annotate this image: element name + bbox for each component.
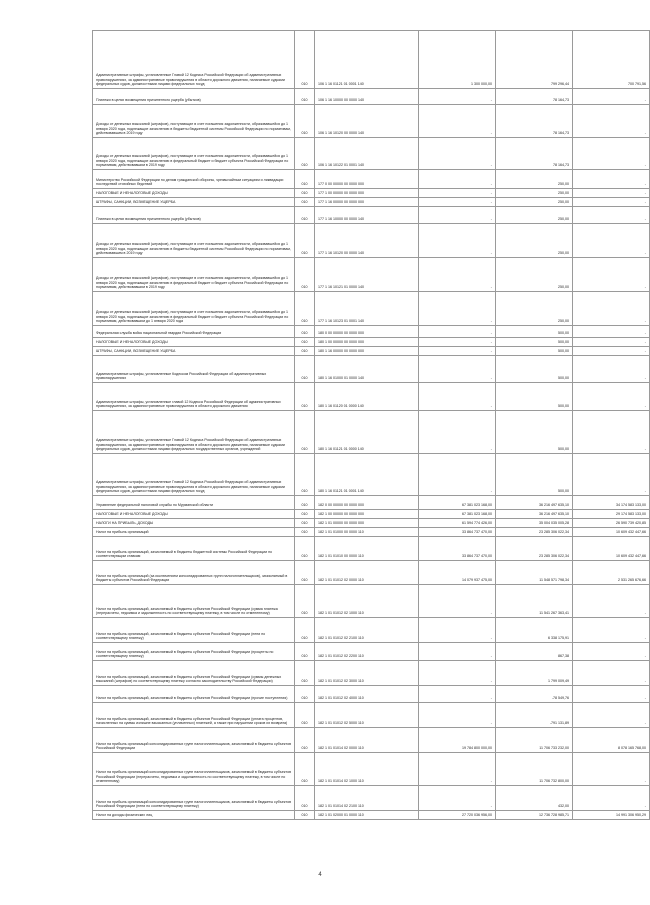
table-row bbox=[93, 496, 650, 510]
row-executed: 250,00 bbox=[496, 170, 573, 189]
row-executed: 500,00 bbox=[496, 326, 573, 338]
row-remaining: - bbox=[573, 585, 650, 618]
row-code: 010 bbox=[295, 170, 315, 189]
row-executed: 78 164,73 bbox=[496, 138, 573, 170]
table-row bbox=[93, 258, 650, 292]
table-row bbox=[93, 753, 650, 786]
row-executed: 250,00 bbox=[496, 198, 573, 207]
row-remaining: - bbox=[573, 454, 650, 496]
row-approved: 33 864 737 470,00 bbox=[419, 528, 496, 537]
row-kbk: 106 1 16 01121 01 0001 140 bbox=[315, 31, 419, 89]
row-kbk: 182 0 00 00000 00 0000 000 bbox=[315, 496, 419, 510]
row-approved: - bbox=[419, 326, 496, 338]
row-remaining: - bbox=[573, 786, 650, 811]
row-kbk: 177 1 16 10000 00 0000 140 bbox=[315, 207, 419, 224]
row-kbk: 177 1 16 10123 01 0001 140 bbox=[315, 292, 419, 326]
row-executed: 500,00 bbox=[496, 347, 573, 356]
row-remaining: - bbox=[573, 643, 650, 661]
table-row bbox=[93, 561, 650, 585]
table-row bbox=[93, 292, 650, 326]
table-row bbox=[93, 411, 650, 454]
row-kbk: 182 1 01 01000 00 0000 110 bbox=[315, 528, 419, 537]
row-remaining: - bbox=[573, 138, 650, 170]
row-code: 010 bbox=[295, 728, 315, 753]
table-row bbox=[93, 811, 650, 820]
row-executed: 500,00 bbox=[496, 454, 573, 496]
table-row bbox=[93, 170, 650, 189]
row-kbk: 106 1 16 10000 00 0000 140 bbox=[315, 89, 419, 105]
table-row bbox=[93, 207, 650, 224]
row-approved: - bbox=[419, 786, 496, 811]
row-kbk: 182 1 01 01012 02 2200 110 bbox=[315, 643, 419, 661]
table-row bbox=[93, 105, 650, 138]
row-executed: 1 799 009,49 bbox=[496, 661, 573, 686]
row-kbk: 106 1 16 10122 01 0001 140 bbox=[315, 138, 419, 170]
row-code: 010 bbox=[295, 338, 315, 347]
row-approved: 19 784 800 000,00 bbox=[419, 728, 496, 753]
table-row bbox=[93, 528, 650, 537]
row-name: Налог на прибыль организаций, зачисляемый в бюджеты субъектов Российской Федерации (суммы денежных взысканий (штрафов) по соответствующему платежу согласно законодательству Российской Федерации) bbox=[93, 661, 295, 686]
row-remaining: 700 791,56 bbox=[573, 31, 650, 89]
row-code: 010 bbox=[295, 411, 315, 454]
row-name: Управление федеральной налоговой службы по Мурманской области bbox=[93, 496, 295, 510]
table-row bbox=[93, 510, 650, 519]
row-code: 010 bbox=[295, 224, 315, 258]
row-code: 010 bbox=[295, 510, 315, 519]
row-kbk: 182 1 01 01012 02 3000 110 bbox=[315, 661, 419, 686]
row-name: Административные штрафы, установленные Главой 12 Кодекса Российской Федерации об административных правонарушениях, за административные правонарушения в области дорожного движения, налагаемые судьями федеральных судов, должностными лицами федеральных госуд bbox=[93, 454, 295, 496]
row-executed: 11 706 733 232,00 bbox=[496, 728, 573, 753]
row-code: 010 bbox=[295, 786, 315, 811]
row-remaining: - bbox=[573, 618, 650, 643]
row-kbk: 180 1 16 01120 01 0000 140 bbox=[315, 383, 419, 411]
row-name: Налог на прибыль организаций bbox=[93, 528, 295, 537]
row-code: 010 bbox=[295, 347, 315, 356]
table-row bbox=[93, 356, 650, 383]
row-code: 010 bbox=[295, 89, 315, 105]
table-row bbox=[93, 537, 650, 561]
row-remaining: - bbox=[573, 753, 650, 786]
row-remaining: - bbox=[573, 356, 650, 383]
row-name: НАЛОГОВЫЕ И НЕНАЛОГОВЫЕ ДОХОДЫ bbox=[93, 338, 295, 347]
row-approved: - bbox=[419, 383, 496, 411]
row-code: 010 bbox=[295, 105, 315, 138]
row-code: 010 bbox=[295, 454, 315, 496]
row-name: Доходы от денежных взысканий (штрафов), поступающие в счет погашения задолженности, образовавшейся до 1 января 2020 года, подлежащие зачислению в федеральный бюджет и бюджет субъекта Российской Федерации по нормативам, действовавшим в 2019 году bbox=[93, 258, 295, 292]
row-remaining: 29 174 583 133,00 bbox=[573, 510, 650, 519]
row-executed: 500,00 bbox=[496, 383, 573, 411]
row-executed: 36 216 497 635,10 bbox=[496, 510, 573, 519]
row-name: ШТРАФЫ, САНКЦИИ, ВОЗМЕЩЕНИЕ УЩЕРБА bbox=[93, 198, 295, 207]
row-kbk: 182 1 01 01012 02 0000 110 bbox=[315, 561, 419, 585]
row-name: Доходы от денежных взысканий (штрафов), поступающие в счет погашения задолженности, образовавшейся до 1 января 2020 года, подлежащие зачислению в федеральный бюджет и бюджет субъекта Российской Федерации по нормативам, действовавшим в 2019 году bbox=[93, 138, 295, 170]
row-kbk: 182 1 01 02000 01 0000 110 bbox=[315, 811, 419, 820]
row-approved: - bbox=[419, 224, 496, 258]
row-executed: 11 706 732 800,00 bbox=[496, 753, 573, 786]
row-approved: - bbox=[419, 258, 496, 292]
row-approved: - bbox=[419, 643, 496, 661]
row-executed: 432,00 bbox=[496, 786, 573, 811]
row-kbk: 182 1 01 01012 02 5000 110 bbox=[315, 703, 419, 728]
table-row bbox=[93, 224, 650, 258]
row-remaining: - bbox=[573, 703, 650, 728]
table-row bbox=[93, 338, 650, 347]
row-code: 010 bbox=[295, 258, 315, 292]
row-code: 010 bbox=[295, 292, 315, 326]
row-remaining: 8 078 165 768,00 bbox=[573, 728, 650, 753]
row-executed: 23 285 306 022,34 bbox=[496, 528, 573, 537]
row-approved: - bbox=[419, 661, 496, 686]
row-remaining: 10 609 432 447,66 bbox=[573, 528, 650, 537]
row-kbk: 182 1 01 01014 02 1000 110 bbox=[315, 753, 419, 786]
row-code: 010 bbox=[295, 686, 315, 703]
row-remaining: 14 991 306 950,29 bbox=[573, 811, 650, 820]
row-approved: - bbox=[419, 454, 496, 496]
row-approved: - bbox=[419, 686, 496, 703]
row-approved: - bbox=[419, 347, 496, 356]
table-row bbox=[93, 31, 650, 89]
row-remaining: 10 609 432 447,66 bbox=[573, 537, 650, 561]
row-executed: 6 338 175,91 bbox=[496, 618, 573, 643]
row-remaining: - bbox=[573, 89, 650, 105]
row-executed: 35 004 035 005,28 bbox=[496, 519, 573, 528]
row-name: ШТРАФЫ, САНКЦИИ, ВОЗМЕЩЕНИЕ УЩЕРБА bbox=[93, 347, 295, 356]
row-name: Платежи в целях возмещения причиненного ущерба (убытков) bbox=[93, 207, 295, 224]
row-code: 010 bbox=[295, 519, 315, 528]
row-name: Административные штрафы, установленные Кодексом Российской Федерации об административных правонарушениях bbox=[93, 356, 295, 383]
page-number: 4 bbox=[318, 872, 322, 878]
row-name: Налог на прибыль организаций, зачисляемый в бюджеты субъектов Российской Федерации (сумма платежа (перерасчеты, недоимка и задолженность по соответствующему платежу, в том числе по отмененному) bbox=[93, 585, 295, 618]
row-name: НАЛОГОВЫЕ И НЕНАЛОГОВЫЕ ДОХОДЫ bbox=[93, 189, 295, 198]
row-name: Доходы от денежных взысканий (штрафов), поступающие в счет погашения задолженности, образовавшейся до 1 января 2020 года, подлежащие зачислению в федеральный бюджет и бюджет субъекта Российской Федерации по нормативам, действовавшим до 1 января 2020 года bbox=[93, 292, 295, 326]
row-code: 010 bbox=[295, 356, 315, 383]
row-executed: 250,00 bbox=[496, 258, 573, 292]
row-approved: - bbox=[419, 189, 496, 198]
row-name: Административные штрафы, установленные Главой 12 Кодекса Российской Федерации об административных правонарушениях, за административные правонарушения в области дорожного движения, налагаемые судьями федеральных судов, должностными лицами федеральных госуд bbox=[93, 31, 295, 89]
table-row bbox=[93, 198, 650, 207]
row-name: Доходы от денежных взысканий (штрафов), поступающие в счет погашения задолженности, образовавшейся до 1 января 2020 года, подлежащие зачислению в бюджеты бюджетной системы Российской Федерации по нормативам, действовавшим в 2019 году bbox=[93, 224, 295, 258]
table-row bbox=[93, 89, 650, 105]
row-code: 010 bbox=[295, 753, 315, 786]
row-executed: 23 285 306 022,34 bbox=[496, 537, 573, 561]
row-approved: - bbox=[419, 411, 496, 454]
row-kbk: 106 1 16 10120 00 0000 140 bbox=[315, 105, 419, 138]
row-approved: - bbox=[419, 618, 496, 643]
row-name: Платежи в целях возмещения причиненного ущерба (убытков) bbox=[93, 89, 295, 105]
row-remaining: - bbox=[573, 383, 650, 411]
table-row bbox=[93, 618, 650, 643]
row-executed: -791 131,89 bbox=[496, 703, 573, 728]
row-code: 010 bbox=[295, 811, 315, 820]
row-approved: 67 381 023 168,00 bbox=[419, 510, 496, 519]
row-executed: 78 164,73 bbox=[496, 89, 573, 105]
row-remaining: - bbox=[573, 347, 650, 356]
row-executed: -78 549,76 bbox=[496, 686, 573, 703]
row-kbk: 180 1 16 01121 01 0000 140 bbox=[315, 411, 419, 454]
row-code: 010 bbox=[295, 618, 315, 643]
row-executed: 78 164,73 bbox=[496, 105, 573, 138]
row-code: 010 bbox=[295, 661, 315, 686]
row-remaining: - bbox=[573, 224, 650, 258]
row-executed: 500,00 bbox=[496, 338, 573, 347]
table-row bbox=[93, 138, 650, 170]
row-approved: - bbox=[419, 338, 496, 347]
table-row bbox=[93, 786, 650, 811]
row-code: 010 bbox=[295, 585, 315, 618]
row-name: Федеральная служба войск национальной гвардии Российской Федерации bbox=[93, 326, 295, 338]
row-executed: 250,00 bbox=[496, 224, 573, 258]
row-approved: 61 594 774 426,00 bbox=[419, 519, 496, 528]
row-name: Налог на прибыль организаций консолидированных групп налогоплательщиков, зачисляемый в бюджеты субъектов Российской Федерации (пени по соответствующему платежу) bbox=[93, 786, 295, 811]
row-approved: 67 381 023 168,00 bbox=[419, 496, 496, 510]
row-kbk: 182 1 01 01012 02 1000 110 bbox=[315, 585, 419, 618]
row-name: Налог на прибыль организаций консолидированных групп налогоплательщиков, зачисляемый в бюджеты субъектов Российской Федерации (перерасчеты, недоимка и задолженность по соответствующему платежу, в том числе по отмененному) bbox=[93, 753, 295, 786]
row-code: 010 bbox=[295, 643, 315, 661]
row-approved: - bbox=[419, 292, 496, 326]
row-code: 010 bbox=[295, 537, 315, 561]
row-approved: - bbox=[419, 703, 496, 728]
row-approved: 14 079 937 475,00 bbox=[419, 561, 496, 585]
row-kbk: 182 1 01 01014 02 2100 110 bbox=[315, 786, 419, 811]
row-remaining: - bbox=[573, 292, 650, 326]
row-kbk: 182 1 01 01010 00 0000 110 bbox=[315, 537, 419, 561]
row-code: 010 bbox=[295, 207, 315, 224]
row-code: 010 bbox=[295, 383, 315, 411]
row-name: Налог на прибыль организаций, зачисляемый в бюджеты субъектов Российской Федерации (прочие поступления) bbox=[93, 686, 295, 703]
table-row bbox=[93, 383, 650, 411]
row-approved: - bbox=[419, 170, 496, 189]
row-remaining: - bbox=[573, 105, 650, 138]
row-code: 010 bbox=[295, 496, 315, 510]
row-executed: 250,00 bbox=[496, 207, 573, 224]
row-name: НАЛОГОВЫЕ И НЕНАЛОГОВЫЕ ДОХОДЫ bbox=[93, 510, 295, 519]
table-row bbox=[93, 703, 650, 728]
row-remaining: - bbox=[573, 198, 650, 207]
row-code: 010 bbox=[295, 138, 315, 170]
row-approved: - bbox=[419, 138, 496, 170]
row-name: Административные штрафы, установленные главой 12 Кодекса Российской Федерации об административных правонарушениях, за административные правонарушения в области дорожного движения bbox=[93, 383, 295, 411]
row-kbk: 177 1 16 00000 00 0000 000 bbox=[315, 198, 419, 207]
row-approved: - bbox=[419, 207, 496, 224]
row-remaining: 34 174 583 133,00 bbox=[573, 496, 650, 510]
row-name: Налог на прибыль организаций, зачисляемый в бюджеты бюджетной системы Российской Федерации по соответствующим ставкам bbox=[93, 537, 295, 561]
row-remaining: - bbox=[573, 686, 650, 703]
row-remaining: 2 531 265 676,66 bbox=[573, 561, 650, 585]
row-kbk: 180 1 16 01000 01 0000 140 bbox=[315, 356, 419, 383]
row-name: Министерство Российской Федерации по делам гражданской обороны, чрезвычайным ситуациям и ликвидации последствий стихийных бедствий bbox=[93, 170, 295, 189]
row-name: Налог на прибыль организаций консолидированных групп налогоплательщиков, зачисляемый в бюджеты субъектов Российской Федерации bbox=[93, 728, 295, 753]
table-row bbox=[93, 686, 650, 703]
row-remaining: - bbox=[573, 411, 650, 454]
row-executed: 36 216 497 635,10 bbox=[496, 496, 573, 510]
row-executed: 867,38 bbox=[496, 643, 573, 661]
row-executed: 11 548 571 798,34 bbox=[496, 561, 573, 585]
row-approved: 27 720 036 956,00 bbox=[419, 811, 496, 820]
row-code: 010 bbox=[295, 703, 315, 728]
table-row bbox=[93, 585, 650, 618]
table-row bbox=[93, 454, 650, 496]
row-name: НАЛОГИ НА ПРИБЫЛЬ, ДОХОДЫ bbox=[93, 519, 295, 528]
row-code: 010 bbox=[295, 326, 315, 338]
row-remaining: - bbox=[573, 258, 650, 292]
row-code: 010 bbox=[295, 561, 315, 585]
row-code: 010 bbox=[295, 528, 315, 537]
row-kbk: 182 1 00 00000 00 0000 000 bbox=[315, 510, 419, 519]
row-name: Налог на доходы физических лиц bbox=[93, 811, 295, 820]
row-remaining: - bbox=[573, 207, 650, 224]
table-row bbox=[93, 519, 650, 528]
row-approved: - bbox=[419, 356, 496, 383]
row-kbk: 182 1 01 01012 02 2100 110 bbox=[315, 618, 419, 643]
row-name: Налог на прибыль организаций, зачисляемый в бюджеты субъектов Российской Федерации (уплата процентов, начисленных на суммы излишне взысканных (уплаченных) платежей, а также при нарушении сроков их возврата) bbox=[93, 703, 295, 728]
row-approved: - bbox=[419, 89, 496, 105]
revenue-table bbox=[92, 30, 650, 820]
row-name: Налог на прибыль организаций (за исключением консолидированных групп налогоплательщиков), зачисляемый в бюджеты субъектов Российской Федерации bbox=[93, 561, 295, 585]
row-approved: - bbox=[419, 105, 496, 138]
row-executed: 500,00 bbox=[496, 356, 573, 383]
table-row bbox=[93, 326, 650, 338]
row-executed: 250,00 bbox=[496, 292, 573, 326]
row-executed: 12 736 728 985,71 bbox=[496, 811, 573, 820]
row-kbk: 180 1 00 00000 00 0000 000 bbox=[315, 338, 419, 347]
row-remaining: 26 590 739 420,85 bbox=[573, 519, 650, 528]
row-kbk: 177 1 16 10120 00 0000 140 bbox=[315, 224, 419, 258]
table-row bbox=[93, 643, 650, 661]
row-approved: - bbox=[419, 753, 496, 786]
row-name: Налог на прибыль организаций, зачисляемый в бюджеты субъектов Российской Федерации (проценты по соответствующему платежу) bbox=[93, 643, 295, 661]
row-name: Налог на прибыль организаций, зачисляемый в бюджеты субъектов Российской Федерации (пени по соответствующему платежу) bbox=[93, 618, 295, 643]
row-code: 010 bbox=[295, 31, 315, 89]
row-remaining: - bbox=[573, 661, 650, 686]
row-approved: 33 864 737 470,00 bbox=[419, 537, 496, 561]
report-sheet bbox=[92, 30, 646, 820]
row-approved: - bbox=[419, 198, 496, 207]
row-code: 010 bbox=[295, 189, 315, 198]
table-row bbox=[93, 728, 650, 753]
row-executed: 799 296,44 bbox=[496, 31, 573, 89]
row-executed: 500,00 bbox=[496, 411, 573, 454]
row-kbk: 182 1 01 00000 00 0000 000 bbox=[315, 519, 419, 528]
row-kbk: 182 1 01 01014 02 0000 110 bbox=[315, 728, 419, 753]
row-name: Административные штрафы, установленные Главой 12 Кодекса Российской Федерации об административных правонарушениях, за административные правонарушения в области дорожного движения, налагаемые судьями федеральных судов, должностными лицами федеральных государственных органов, учреждений bbox=[93, 411, 295, 454]
row-code: 010 bbox=[295, 198, 315, 207]
table-row bbox=[93, 189, 650, 198]
row-name: Доходы от денежных взысканий (штрафов), поступающие в счет погашения задолженности, образовавшейся до 1 января 2020 года, подлежащие зачислению в бюджеты бюджетной системы Российской Федерации по нормативам, действовавшим в 2019 году bbox=[93, 105, 295, 138]
row-executed: 250,00 bbox=[496, 189, 573, 198]
row-kbk: 177 0 00 00000 00 0000 000 bbox=[315, 170, 419, 189]
row-kbk: 180 0 00 00000 00 0000 000 bbox=[315, 326, 419, 338]
row-kbk: 180 1 16 00000 00 0000 000 bbox=[315, 347, 419, 356]
row-remaining: - bbox=[573, 338, 650, 347]
row-kbk: 177 1 00 00000 00 0000 000 bbox=[315, 189, 419, 198]
row-executed: 11 541 267 363,41 bbox=[496, 585, 573, 618]
row-kbk: 182 1 01 01012 02 4000 110 bbox=[315, 686, 419, 703]
row-remaining: - bbox=[573, 189, 650, 198]
table-row bbox=[93, 661, 650, 686]
row-approved: - bbox=[419, 585, 496, 618]
row-approved: 1 300 000,00 bbox=[419, 31, 496, 89]
row-kbk: 180 1 16 01121 01 0001 140 bbox=[315, 454, 419, 496]
row-remaining: - bbox=[573, 326, 650, 338]
row-kbk: 177 1 16 10121 01 0000 140 bbox=[315, 258, 419, 292]
row-remaining: - bbox=[573, 170, 650, 189]
table-row bbox=[93, 347, 650, 356]
